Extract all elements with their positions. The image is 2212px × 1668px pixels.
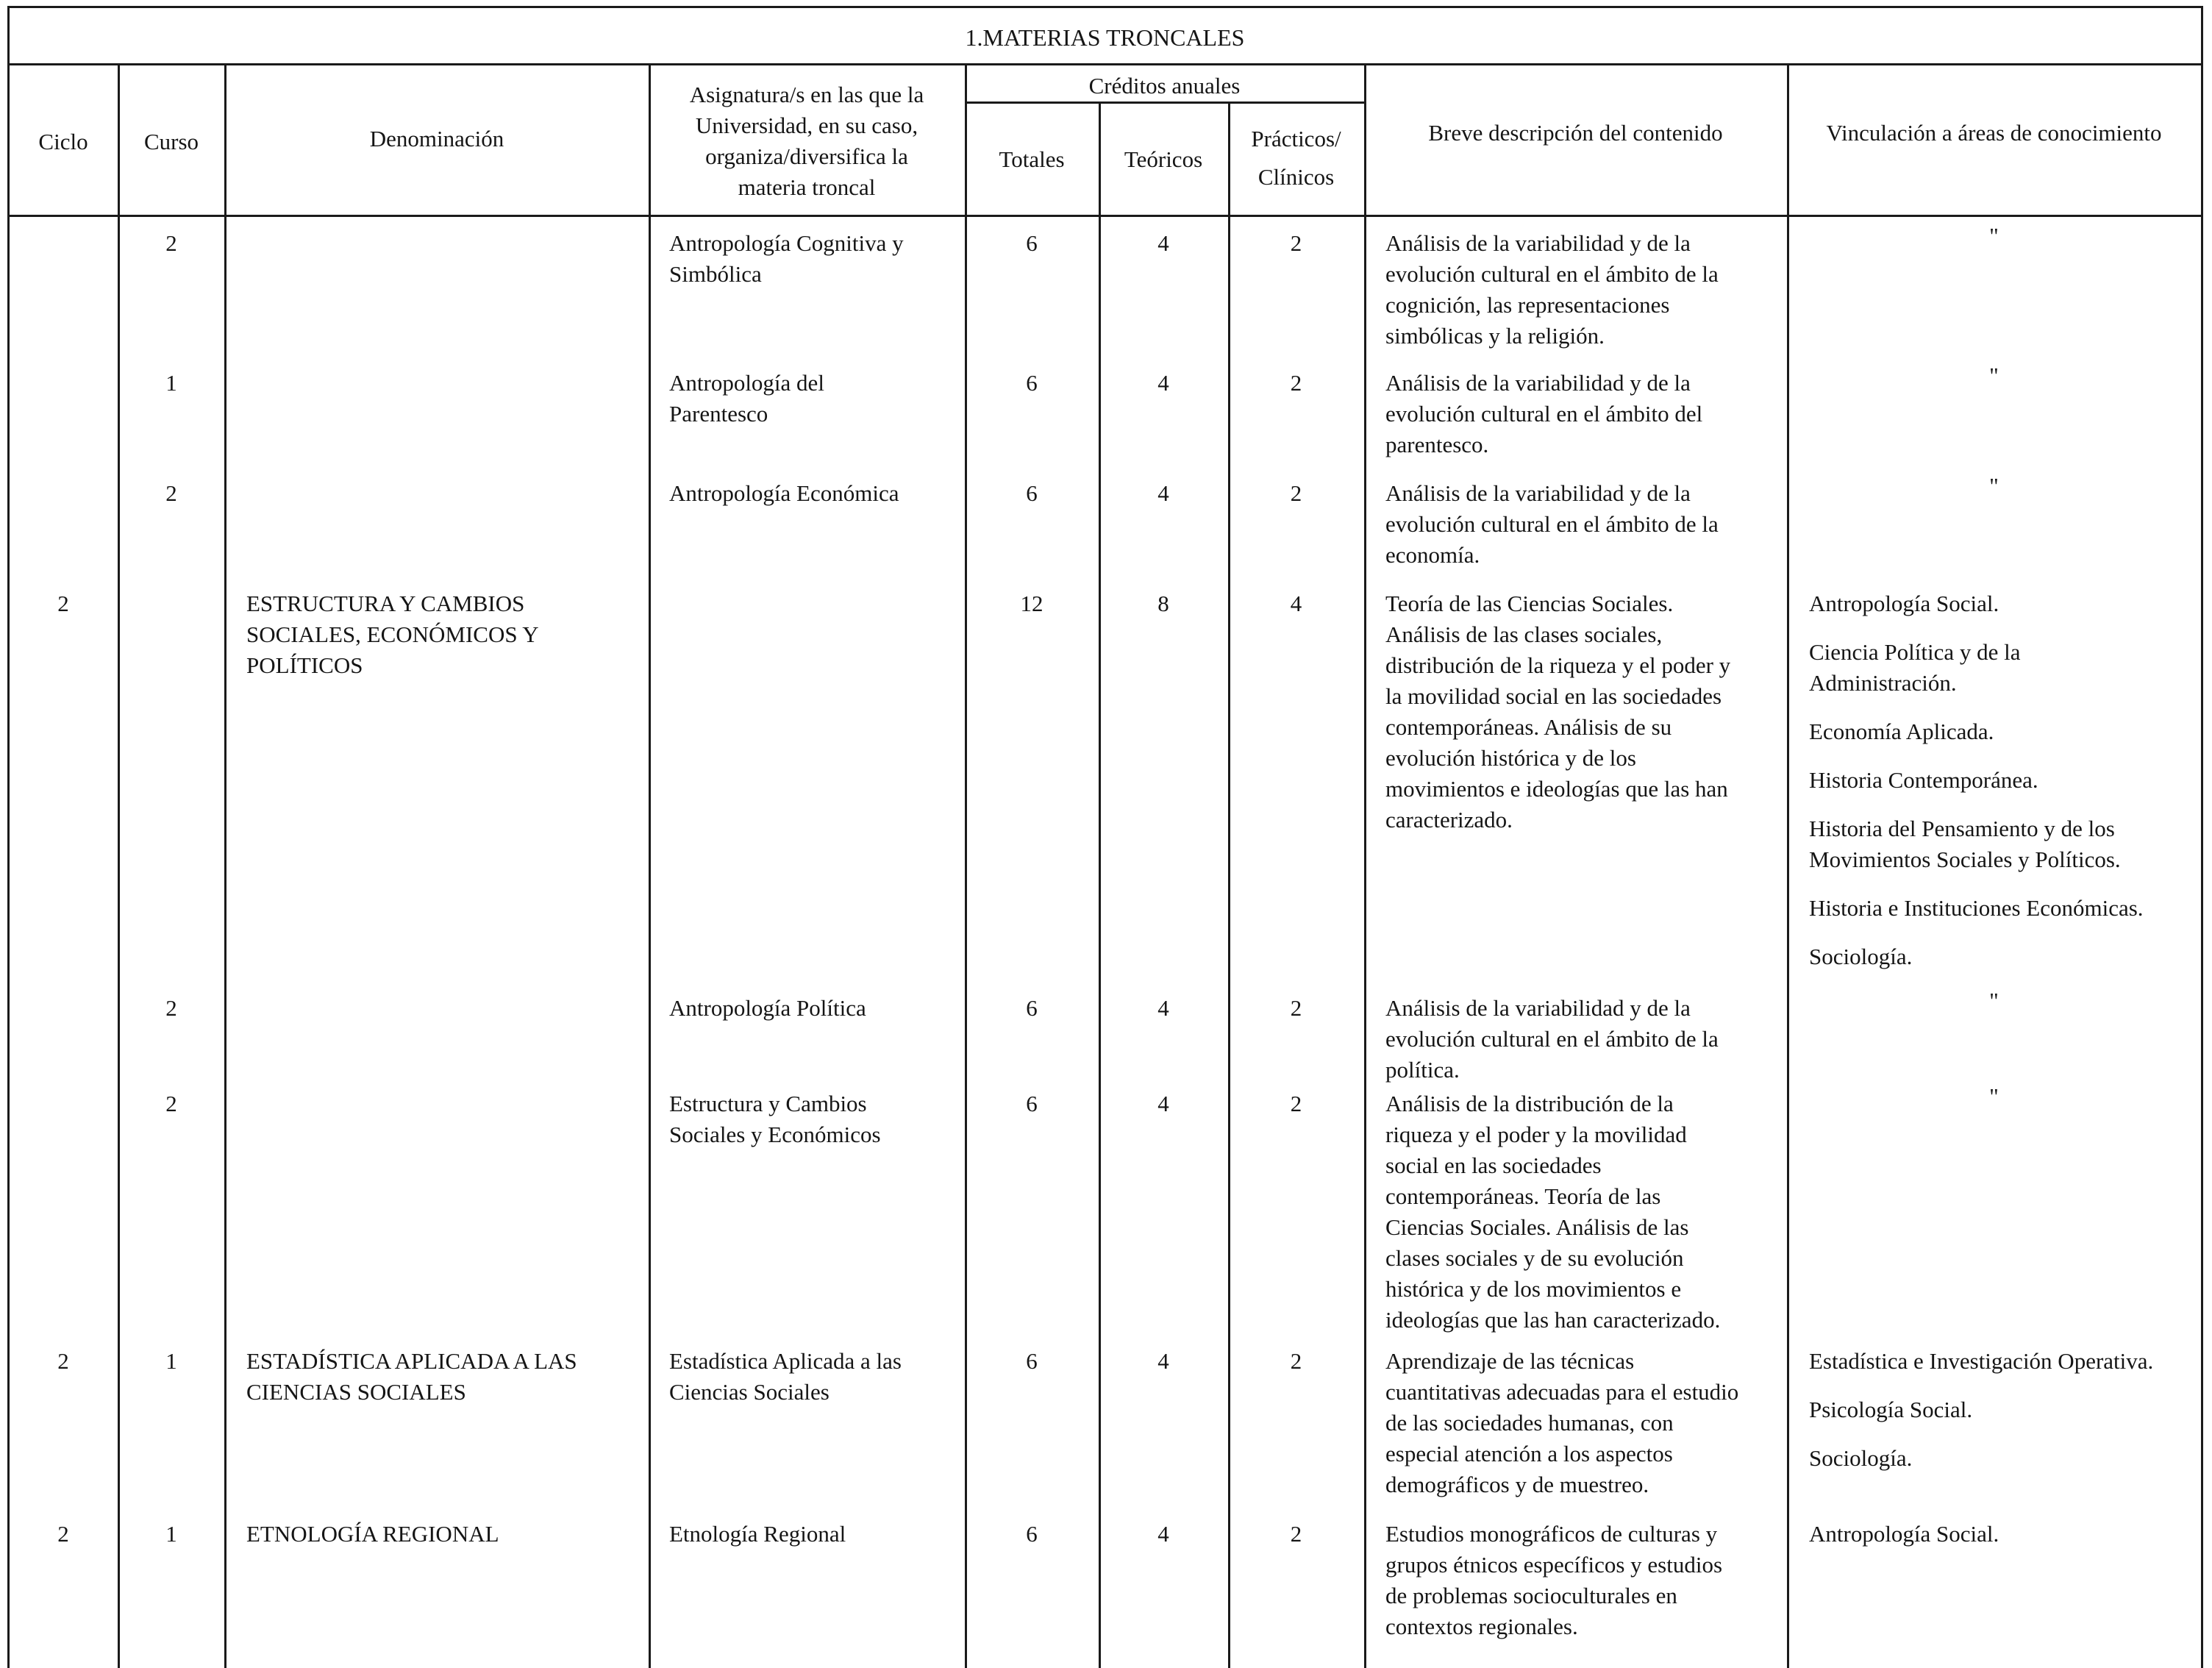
row-4-practicos: 2 xyxy=(1290,995,1302,1021)
col-divider-denominacion xyxy=(649,63,651,1668)
row-2-curso: 2 xyxy=(165,480,177,506)
col-divider-curso xyxy=(224,63,226,1668)
header-asignaturas-line-3: organiza/diversifica la xyxy=(705,143,908,169)
col-divider-practicos xyxy=(1364,63,1366,1668)
row-3-descripcion-line-4: contemporáneas. Análisis de su xyxy=(1385,714,1672,740)
row-3-descripcion-line-5: evolución histórica y de los xyxy=(1385,745,1636,771)
col-divider-teoricos xyxy=(1228,101,1230,1668)
row-3-descripcion-line-7: caracterizado. xyxy=(1385,807,1513,833)
row-6-vinculacion-line-1: Psicología Social. xyxy=(1809,1397,1973,1422)
row-0-descripcion-line-2: cognición, las representaciones xyxy=(1385,292,1670,318)
row-3-ciclo: 2 xyxy=(57,591,69,616)
row-1-teoricos: 4 xyxy=(1157,370,1169,396)
row-5-descripcion-line-0: Análisis de la distribución de la xyxy=(1385,1091,1674,1116)
row-5-descripcion-line-7: ideologías que las han caracterizado. xyxy=(1385,1307,1721,1333)
header-practicos-line-2: Clínicos xyxy=(1257,164,1335,190)
row-5-descripcion-line-3: contemporáneas. Teoría de las xyxy=(1385,1183,1661,1209)
row-1-totales: 6 xyxy=(1026,370,1038,396)
row-5-asignatura-line-0: Estructura y Cambios xyxy=(669,1091,867,1116)
row-0-descripcion-line-1: evolución cultural en el ámbito de la xyxy=(1385,261,1719,287)
row-5-curso: 2 xyxy=(165,1091,177,1116)
row-4-vinculacion-line-0: " xyxy=(1989,988,1999,1013)
row-7-ciclo: 2 xyxy=(57,1521,69,1547)
header-vinculacion: Vinculación a áreas de conocimiento xyxy=(1826,120,2162,146)
header-ciclo: Ciclo xyxy=(38,129,88,154)
row-0-curso: 2 xyxy=(165,230,177,256)
row-3-vinculacion-line-0: Antropología Social. xyxy=(1809,591,1999,616)
row-6-vinculacion-line-0: Estadística e Investigación Operativa. xyxy=(1809,1348,2154,1374)
row-5-teoricos: 4 xyxy=(1157,1091,1169,1116)
row-2-totales: 6 xyxy=(1026,480,1038,506)
header-denominacion: Denominación xyxy=(369,126,504,152)
row-1-descripcion-line-0: Análisis de la variabilidad y de la xyxy=(1385,370,1691,396)
row-3-descripcion-line-3: la movilidad social en las sociedades xyxy=(1385,683,1722,709)
row-6-descripcion-line-0: Aprendizaje de las técnicas xyxy=(1385,1348,1635,1374)
row-6-denominacion-line-0: ESTADÍSTICA APLICADA A LAS xyxy=(246,1348,577,1374)
row-0-vinculacion-line-0: " xyxy=(1989,223,1999,249)
header-bottom-border xyxy=(7,215,2202,217)
row-2-descripcion-line-2: economía. xyxy=(1385,542,1480,568)
row-5-vinculacion-line-0: " xyxy=(1989,1083,1999,1109)
row-0-asignatura-line-1: Simbólica xyxy=(669,261,762,287)
creditos-header-divider xyxy=(965,101,1364,104)
row-3-denominacion-line-0: ESTRUCTURA Y CAMBIOS xyxy=(246,591,525,616)
row-4-teoricos: 4 xyxy=(1157,995,1169,1021)
row-3-vinculacion-line-8: Sociología. xyxy=(1809,944,1913,969)
row-4-descripcion-line-2: política. xyxy=(1385,1057,1460,1083)
row-2-descripcion-line-0: Análisis de la variabilidad y de la xyxy=(1385,480,1691,506)
row-3-vinculacion-line-6: Movimientos Sociales y Políticos. xyxy=(1809,847,2121,872)
row-6-descripcion-line-3: especial atención a los aspectos xyxy=(1385,1441,1673,1466)
row-0-asignatura-line-0: Antropología Cognitiva y xyxy=(669,230,904,256)
row-4-curso: 2 xyxy=(165,995,177,1021)
row-6-descripcion-line-1: cuantitativas adecuadas para el estudio xyxy=(1385,1379,1739,1405)
row-0-descripcion-line-3: simbólicas y la religión. xyxy=(1385,323,1605,349)
header-asignaturas-line-4: materia troncal xyxy=(738,174,876,200)
col-divider-totales xyxy=(1099,101,1101,1668)
row-1-curso: 1 xyxy=(165,370,177,396)
row-6-asignatura-line-0: Estadística Aplicada a las xyxy=(669,1348,902,1374)
header-teoricos: Teóricos xyxy=(1124,146,1203,172)
row-7-totales: 6 xyxy=(1026,1521,1038,1547)
row-4-descripcion-line-1: evolución cultural en el ámbito de la xyxy=(1385,1026,1719,1052)
row-1-asignatura-line-0: Antropología del xyxy=(669,370,824,396)
row-7-teoricos: 4 xyxy=(1157,1521,1169,1547)
row-7-asignatura-line-0: Etnología Regional xyxy=(669,1521,846,1547)
row-6-descripcion-line-4: demográficos y de muestreo. xyxy=(1385,1472,1649,1497)
row-6-vinculacion-line-2: Sociología. xyxy=(1809,1445,1913,1471)
table-left-border xyxy=(7,6,10,1668)
row-3-practicos: 4 xyxy=(1290,591,1302,616)
row-5-totales: 6 xyxy=(1026,1091,1038,1116)
col-divider-ciclo xyxy=(118,63,120,1668)
row-3-vinculacion-line-1: Ciencia Política y de la xyxy=(1809,639,2021,665)
row-6-descripcion-line-2: de las sociedades humanas, con xyxy=(1385,1410,1674,1436)
row-7-denominacion-line-0: ETNOLOGÍA REGIONAL xyxy=(246,1521,499,1547)
row-1-asignatura-line-1: Parentesco xyxy=(669,401,768,427)
table-right-border xyxy=(2201,6,2203,1668)
row-5-descripcion-line-1: riqueza y el poder y la movilidad xyxy=(1385,1122,1687,1147)
row-0-practicos: 2 xyxy=(1290,230,1302,256)
header-curso: Curso xyxy=(143,129,199,154)
row-1-descripcion-line-1: evolución cultural en el ámbito del xyxy=(1385,401,1703,427)
row-5-practicos: 2 xyxy=(1290,1091,1302,1116)
row-6-practicos: 2 xyxy=(1290,1348,1302,1374)
header-asignaturas-line-2: Universidad, en su caso, xyxy=(695,113,918,138)
header-practicos-line-1: Prácticos/ xyxy=(1251,126,1341,152)
row-5-descripcion-line-6: histórica y de los movimientos e xyxy=(1385,1276,1682,1302)
row-4-asignatura-line-0: Antropología Política xyxy=(669,995,866,1021)
table-top-border xyxy=(7,6,2202,8)
row-2-practicos: 2 xyxy=(1290,480,1302,506)
row-6-totales: 6 xyxy=(1026,1348,1038,1374)
row-6-asignatura-line-1: Ciencias Sociales xyxy=(669,1379,830,1405)
header-creditos: Créditos anuales xyxy=(1088,73,1241,99)
row-7-descripcion-line-0: Estudios monográficos de culturas y xyxy=(1385,1521,1718,1547)
row-3-vinculacion-line-3: Economía Aplicada. xyxy=(1809,719,1994,744)
row-5-descripcion-line-4: Ciencias Sociales. Análisis de las xyxy=(1385,1214,1689,1240)
row-2-vinculacion-line-0: " xyxy=(1989,473,1999,499)
row-7-descripcion-line-2: de problemas socioculturales en xyxy=(1385,1583,1677,1608)
row-7-curso: 1 xyxy=(165,1521,177,1547)
row-1-descripcion-line-2: parentesco. xyxy=(1385,432,1489,457)
row-3-denominacion-line-1: SOCIALES, ECONÓMICOS Y xyxy=(246,621,539,647)
row-3-teoricos: 8 xyxy=(1157,591,1169,616)
row-0-teoricos: 4 xyxy=(1157,230,1169,256)
row-7-vinculacion-line-0: Antropología Social. xyxy=(1809,1521,1999,1547)
row-6-ciclo: 2 xyxy=(57,1348,69,1374)
row-0-totales: 6 xyxy=(1026,230,1038,256)
row-5-descripcion-line-5: clases sociales y de su evolución xyxy=(1385,1245,1684,1271)
row-3-vinculacion-line-5: Historia del Pensamiento y de los xyxy=(1809,816,2115,841)
row-3-vinculacion-line-7: Historia e Instituciones Económicas. xyxy=(1809,895,2144,921)
row-3-descripcion-line-6: movimientos e ideologías que las han xyxy=(1385,776,1728,802)
row-3-totales: 12 xyxy=(1020,591,1043,616)
row-0-descripcion-line-0: Análisis de la variabilidad y de la xyxy=(1385,230,1691,256)
row-6-curso: 1 xyxy=(165,1348,177,1374)
row-3-descripcion-line-2: distribución de la riqueza y el poder y xyxy=(1385,652,1731,678)
header-descripcion: Breve descripción del contenido xyxy=(1428,120,1723,146)
row-3-vinculacion-line-4: Historia Contemporánea. xyxy=(1809,767,2038,793)
row-7-practicos: 2 xyxy=(1290,1521,1302,1547)
row-2-descripcion-line-1: evolución cultural en el ámbito de la xyxy=(1385,511,1719,537)
table-title: 1.MATERIAS TRONCALES xyxy=(965,24,1245,51)
col-divider-asignatura xyxy=(965,63,967,1668)
row-2-asignatura-line-0: Antropología Económica xyxy=(669,480,899,506)
row-2-teoricos: 4 xyxy=(1157,480,1169,506)
header-asignaturas-line-1: Asignatura/s en las que la xyxy=(689,82,924,107)
row-5-asignatura-line-1: Sociales y Económicos xyxy=(669,1122,881,1147)
col-divider-descripcion xyxy=(1787,63,1789,1668)
row-3-denominacion-line-2: POLÍTICOS xyxy=(246,652,363,678)
header-totales: Totales xyxy=(999,146,1065,172)
row-1-practicos: 2 xyxy=(1290,370,1302,396)
row-7-descripcion-line-1: grupos étnicos específicos y estudios xyxy=(1385,1552,1723,1578)
row-3-vinculacion-line-2: Administración. xyxy=(1809,670,1957,696)
row-6-teoricos: 4 xyxy=(1157,1348,1169,1374)
row-6-denominacion-line-1: CIENCIAS SOCIALES xyxy=(246,1379,466,1405)
row-1-vinculacion-line-0: " xyxy=(1989,363,1999,388)
row-5-descripcion-line-2: social en las sociedades xyxy=(1385,1152,1602,1178)
row-4-totales: 6 xyxy=(1026,995,1038,1021)
row-3-descripcion-line-1: Análisis de las clases sociales, xyxy=(1385,621,1663,647)
row-7-descripcion-line-3: contextos regionales. xyxy=(1385,1614,1578,1639)
row-4-descripcion-line-0: Análisis de la variabilidad y de la xyxy=(1385,995,1691,1021)
title-bottom-border xyxy=(7,63,2202,65)
row-3-descripcion-line-0: Teoría de las Ciencias Sociales. xyxy=(1385,591,1674,616)
